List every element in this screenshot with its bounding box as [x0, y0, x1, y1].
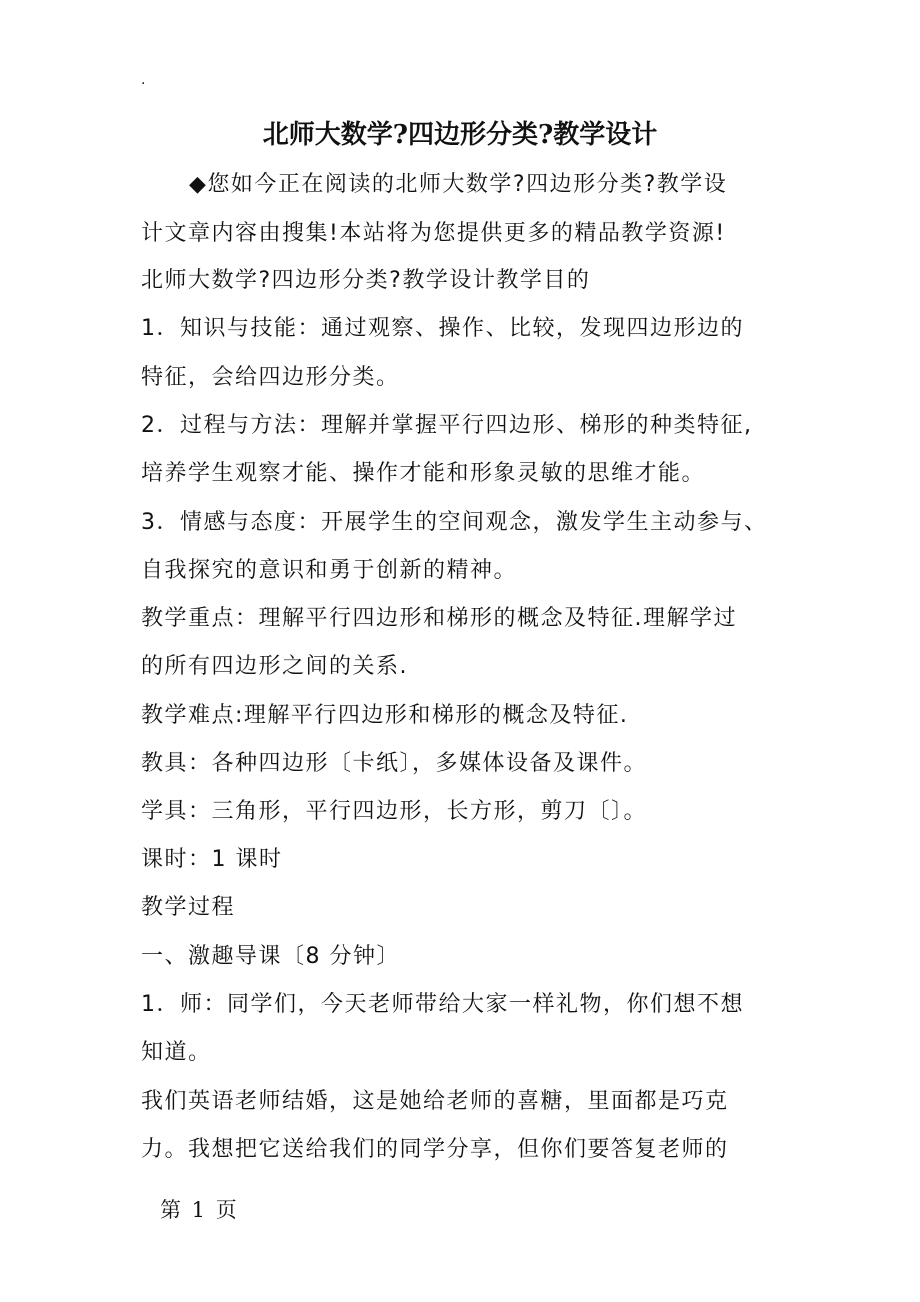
- intro-line-1: ◆您如今正在阅读的北师大数学?四边形分类?教学设: [189, 172, 728, 197]
- student-aids-line: 学具：三角形，平行四边形，长方形，剪刀〔〕。: [141, 799, 648, 824]
- key-point-line-1: 教学重点：理解平行四边形和梯形的概念及特征.理解学过: [141, 606, 737, 631]
- objective-2-line-2: 培养学生观察才能、操作才能和形象灵敏的思维才能。: [141, 461, 706, 486]
- story-line-1: 我们英语老师结婚，这是她给老师的喜糖，里面都是巧克: [141, 1089, 729, 1114]
- objective-2-line-1: 2．过程与方法：理解并掌握平行四边形、梯形的种类特征,: [141, 413, 753, 438]
- objective-1-line-2: 特征，会给四边形分类。: [141, 365, 400, 390]
- step-1-line-1: 1．师：同学们，今天老师带给大家一样礼物，你们想不想: [141, 992, 744, 1017]
- process-heading: 教学过程: [141, 895, 236, 920]
- header-dot: ·: [141, 76, 146, 92]
- difficulty-line: 教学难点:理解平行四边形和梯形的概念及特征.: [141, 703, 629, 728]
- teaching-aids-line: 教具：各种四边形〔卡纸〕，多媒体设备及课件。: [141, 751, 648, 776]
- objective-3-line-1: 3．情感与态度：开展学生的空间观念，激发学生主动参与、: [141, 510, 768, 535]
- story-line-2: 力。我想把它送给我们的同学分享，但你们要答复老师的: [141, 1137, 729, 1162]
- section-1-heading: 一、激趣导课〔8 分钟〕: [141, 944, 400, 969]
- page-number: 第 1 页: [160, 1198, 239, 1222]
- key-point-line-2: 的所有四边形之间的关系.: [141, 654, 408, 679]
- class-hours-line: 课时：1 课时: [141, 847, 283, 872]
- objectives-heading: 北师大数学?四边形分类?教学设计教学目的: [141, 268, 591, 293]
- step-1-line-2: 知道。: [141, 1040, 212, 1065]
- objective-3-line-2: 自我探究的意识和勇于创新的精神。: [141, 558, 518, 583]
- intro-line-2: 计文章内容由搜集!本站将为您提供更多的精品教学资源!: [141, 221, 726, 246]
- document-title: 北师大数学?四边形分类?教学设计: [262, 120, 658, 150]
- objective-1-line-1: 1．知识与技能：通过观察、操作、比较，发现四边形边的: [141, 316, 744, 341]
